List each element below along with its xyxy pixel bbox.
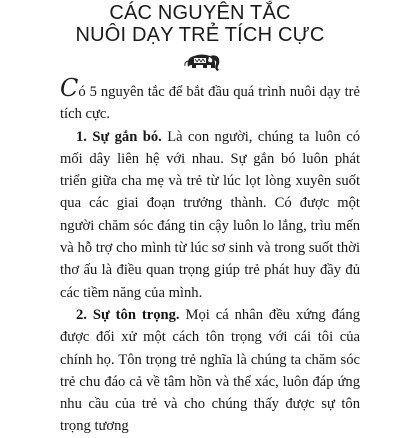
elephant-ornament-icon: [180, 50, 222, 72]
heading-line-1: CÁC NGUYÊN TẮC: [109, 2, 291, 24]
principle-1-body: Là con người, chúng ta luôn có mối dây liên hệ với nhau. Sự gắn bó luôn phát triển giữa cha mẹ và trẻ từ lúc lọt lòng xuyên suốt qua các giai đoạn trưởng thành. Có được một người chăm sóc đáng tin cậy luôn lo lắng, trìu mến và hỗ trợ cho mình từ lúc sơ sinh và trong suốt thời thơ ấu là điều quan trọng giúp trẻ phát huy đầy đủ các tiềm năng của mình.: [60, 128, 360, 301]
intro-paragraph: [60, 74, 360, 126]
principle-paragraph-1: [60, 126, 360, 304]
drop-cap: C: [60, 74, 79, 102]
principle-paragraph-2: [60, 304, 360, 438]
heading-line-2: NUÔI DẠY TRẺ TÍCH CỰC: [75, 24, 325, 46]
principle-2-label: 2. Sự tôn trọng.: [76, 306, 180, 323]
intro-text: ó 5 nguyên tắc để bắt đầu quá trình nuôi dạy trẻ tích cực.: [60, 84, 360, 123]
body-text: [60, 74, 360, 438]
principle-2-body: Mọi cá nhân đều xứng đáng được đối xử một cách tôn trọng với cái tôi của chính họ. Tôn trọng trẻ nghĩa là chúng ta chăm sóc trẻ chu đáo cả về tâm hồn và thể xác, luôn đáp ứng nhu cầu của trẻ và cho chúng thấy được sự tôn trọng tương: [60, 306, 360, 435]
principle-1-label: 1. Sự gắn bó.: [76, 128, 162, 145]
chapter-heading: [0, 2, 400, 46]
